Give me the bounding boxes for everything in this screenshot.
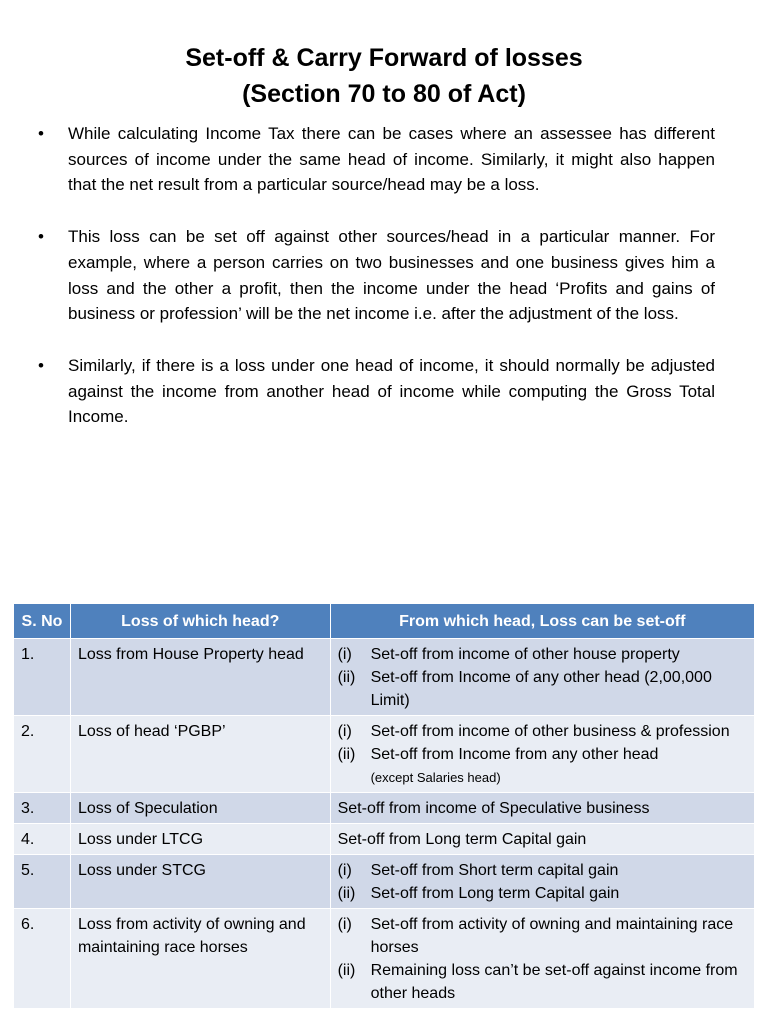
setoff-item xyxy=(338,643,747,666)
slide-title xyxy=(0,40,768,112)
header-sno: S. No xyxy=(14,604,71,639)
setoff-item-text: Set-off from income of other house property xyxy=(370,646,680,663)
bullet-item xyxy=(34,121,715,198)
bullet-text: This loss can be set off against other sources/head in a particular manner. For example, where a person carries on two businesses and one business gives him a loss and the other a profit, then the income under the head ‘Profits and gains of business or profession’ will be the net income i.e. after the adjustment of the loss. xyxy=(68,227,715,324)
cell-setoff: Set-off from Long term Capital gain xyxy=(330,824,754,855)
table-row xyxy=(14,855,755,909)
setoff-item xyxy=(338,720,747,743)
cell-sno: 4. xyxy=(14,824,71,855)
bullet-text: While calculating Income Tax there can be cases where an assessee has different sources of income under the same head of income. Similarly, it might also happen that the net result from a particular source/head may be a loss. xyxy=(68,124,715,195)
table-row xyxy=(14,793,755,824)
cell-setoff: Set-off from income of Speculative business xyxy=(330,793,754,824)
cell-loss-head: Loss of head ‘PGBP’ xyxy=(70,716,330,793)
title-line-2: (Section 70 to 80 of Act) xyxy=(242,80,526,108)
losses-table xyxy=(13,603,755,1009)
cell-loss-head: Loss from House Property head xyxy=(70,639,330,716)
setoff-item-number: (ii) xyxy=(337,669,356,686)
setoff-item-note: (except Salaries head) xyxy=(370,770,501,785)
setoff-item-number: (ii) xyxy=(337,885,356,902)
cell-sno: 6. xyxy=(14,909,71,1009)
bullet-marker: • xyxy=(38,227,44,247)
cell-sno: 2. xyxy=(14,716,71,793)
table-row xyxy=(14,639,755,716)
setoff-item xyxy=(338,882,747,905)
setoff-item-text: Set-off from Short term capital gain xyxy=(370,862,619,879)
title-line-1: Set-off & Carry Forward of losses xyxy=(185,44,583,72)
bullet-text: Similarly, if there is a loss under one head of income, it should normally be adjusted against the income from another head of income while computing the Gross Total Income. xyxy=(68,355,715,427)
cell-setoff xyxy=(330,909,754,1009)
setoff-item-text: Set-off from income of other business & profession xyxy=(370,723,730,740)
bullet-list xyxy=(34,121,715,430)
table-row xyxy=(14,716,755,793)
cell-loss-head: Loss of Speculation xyxy=(70,793,330,824)
setoff-item-number: (i) xyxy=(337,862,352,879)
cell-loss-head: Loss under LTCG xyxy=(70,824,330,855)
cell-loss-head: Loss under STCG xyxy=(70,855,330,909)
cell-sno: 1. xyxy=(14,639,71,716)
cell-sno: 5. xyxy=(14,855,71,909)
setoff-item xyxy=(338,743,747,789)
setoff-item xyxy=(338,913,747,959)
table-row xyxy=(14,909,755,1009)
table-header-row xyxy=(14,604,755,639)
bullet-marker: • xyxy=(38,124,44,143)
setoff-item-text: Set-off from activity of owning and maintaining race horses xyxy=(370,916,734,956)
cell-setoff xyxy=(330,639,754,716)
setoff-item-text: Set-off from Income of any other head (2,00,000 Limit) xyxy=(370,669,712,709)
setoff-item xyxy=(338,859,747,882)
bullet-item xyxy=(34,353,715,430)
setoff-item xyxy=(338,666,747,712)
cell-setoff xyxy=(330,855,754,909)
header-setoff-head: From which head, Loss can be set-off xyxy=(330,604,754,639)
setoff-item-text: Set-off from Long term Capital gain xyxy=(370,885,620,902)
setoff-item-number: (i) xyxy=(337,916,352,933)
setoff-item-number: (i) xyxy=(337,723,352,740)
cell-loss-head: Loss from activity of owning and maintaining race horses xyxy=(70,909,330,1009)
setoff-item-text: Set-off from Income from any other head xyxy=(370,746,659,763)
setoff-item-number: (ii) xyxy=(337,746,356,763)
header-loss-head: Loss of which head? xyxy=(70,604,330,639)
bullet-marker: • xyxy=(38,355,44,375)
setoff-item-text: Remaining loss can’t be set-off against income from other heads xyxy=(370,962,738,1002)
table-row xyxy=(14,824,755,855)
setoff-item-number: (ii) xyxy=(337,962,356,979)
bullet-item xyxy=(34,224,715,327)
setoff-item xyxy=(338,959,747,1005)
cell-setoff xyxy=(330,716,754,793)
setoff-item-number: (i) xyxy=(337,646,352,663)
cell-sno: 3. xyxy=(14,793,71,824)
